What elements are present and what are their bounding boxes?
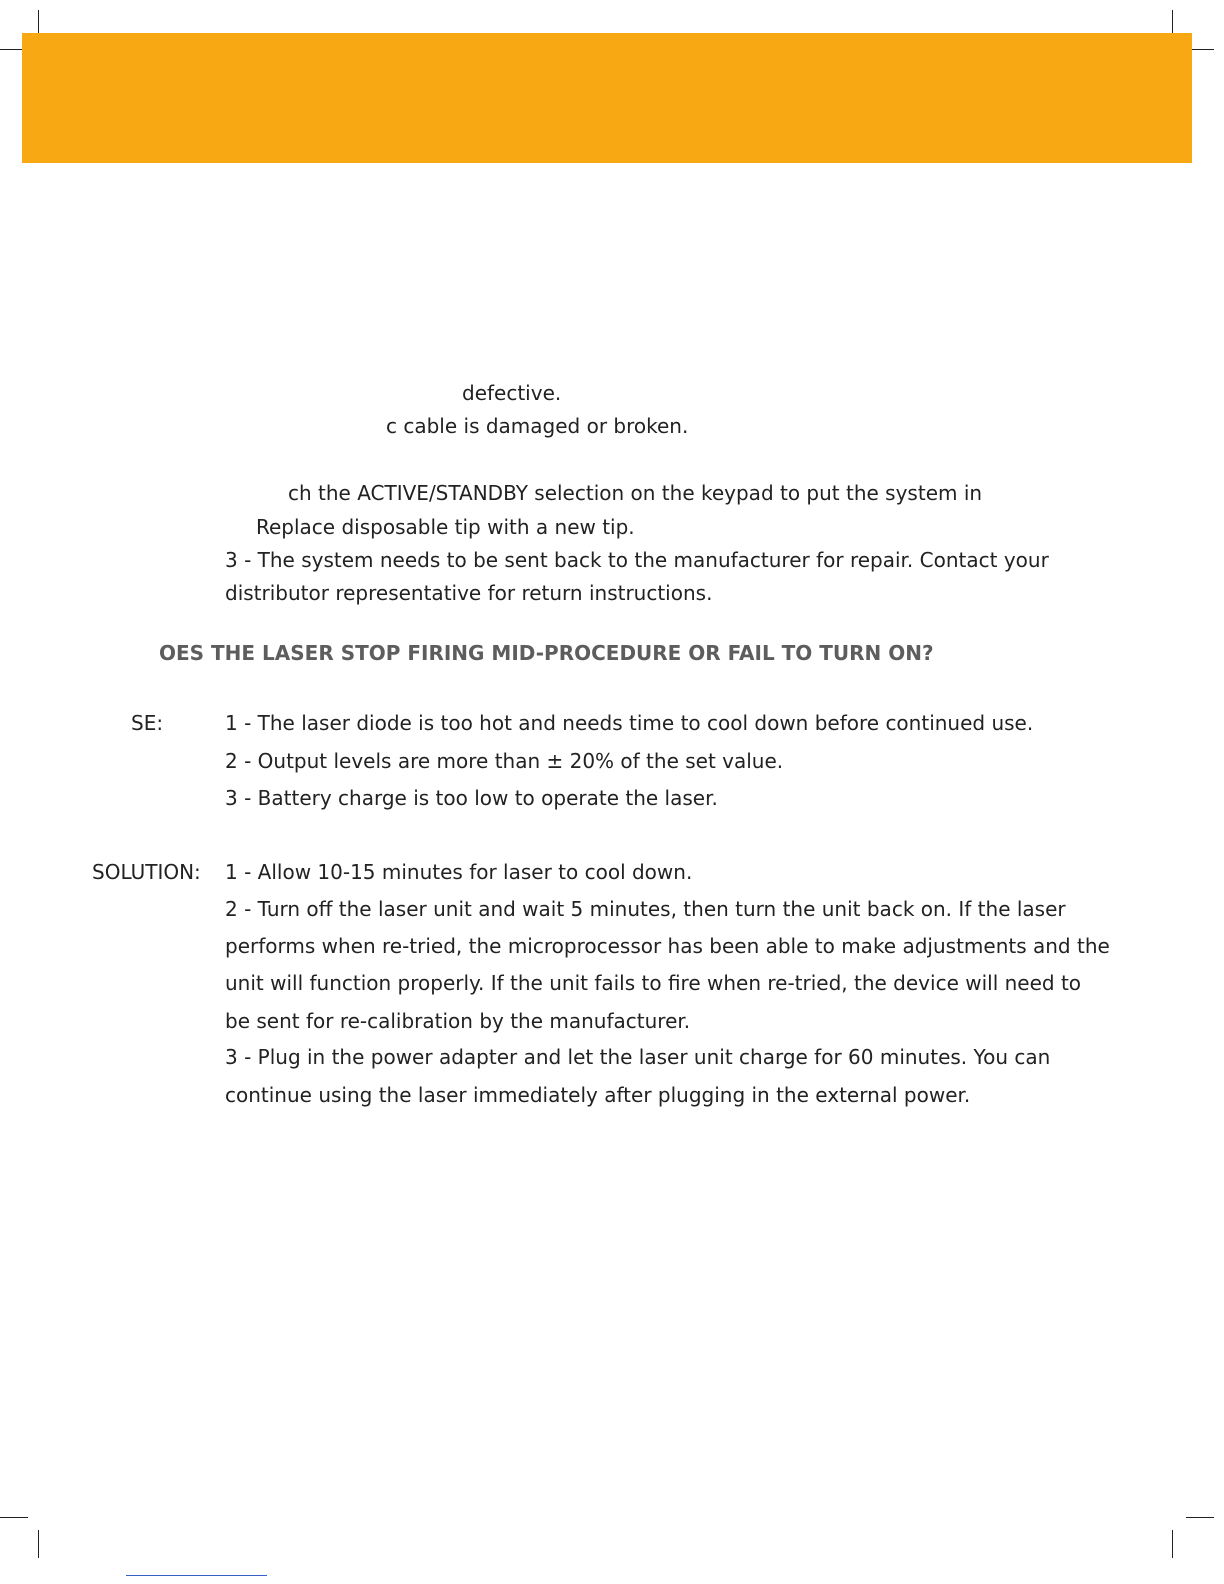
header-banner <box>22 33 1192 163</box>
solution-fragment-line-4: distributor representative for return instructions. <box>225 581 713 605</box>
cause-label: SE: <box>131 711 164 735</box>
fragment-line-2: c cable is damaged or broken. <box>386 414 689 438</box>
cause-item-1: 1 - The laser diode is too hot and needs time to cool down before continued use. <box>225 711 1034 735</box>
solution-line-3: performs when re-tried, the microprocessor has been able to make adjustments and the <box>225 934 1110 958</box>
solution-line-6: 3 - Plug in the power adapter and let the laser unit charge for 60 minutes. You can <box>225 1045 1051 1069</box>
crop-mark-bottom-right-vertical <box>1172 1530 1173 1558</box>
solution-fragment-line-2: Replace disposable tip with a new tip. <box>256 515 635 539</box>
solution-label: SOLUTION: <box>92 860 201 884</box>
fragment-line-1: defective. <box>462 381 562 405</box>
solution-fragment-line-3: 3 - The system needs to be sent back to the manufacturer for repair. Contact your <box>225 548 1049 572</box>
solution-line-2: 2 - Turn off the laser unit and wait 5 minutes, then turn the unit back on. If the laser <box>225 897 1066 921</box>
solution-line-7: continue using the laser immediately after plugging in the external power. <box>225 1083 971 1107</box>
solution-line-5: be sent for re-calibration by the manufacturer. <box>225 1009 691 1033</box>
crop-mark-bottom-left-horizontal <box>0 1517 28 1518</box>
cause-item-3: 3 - Battery charge is too low to operate the laser. <box>225 786 718 810</box>
crop-mark-bottom-left-vertical <box>38 1530 39 1558</box>
solution-fragment-line-1: ch the ACTIVE/STANDBY selection on the keypad to put the system in <box>288 481 983 505</box>
solution-line-1: 1 - Allow 10-15 minutes for laser to cool down. <box>225 860 693 884</box>
cause-item-2: 2 - Output levels are more than ± 20% of the set value. <box>225 749 784 773</box>
footer-rule <box>126 1575 267 1576</box>
solution-line-4: unit will function properly. If the unit fails to fire when re-tried, the device will need to <box>225 971 1082 995</box>
section-heading: OES THE LASER STOP FIRING MID-PROCEDURE OR FAIL TO TURN ON? <box>159 641 934 665</box>
crop-mark-bottom-right-horizontal <box>1186 1517 1214 1518</box>
